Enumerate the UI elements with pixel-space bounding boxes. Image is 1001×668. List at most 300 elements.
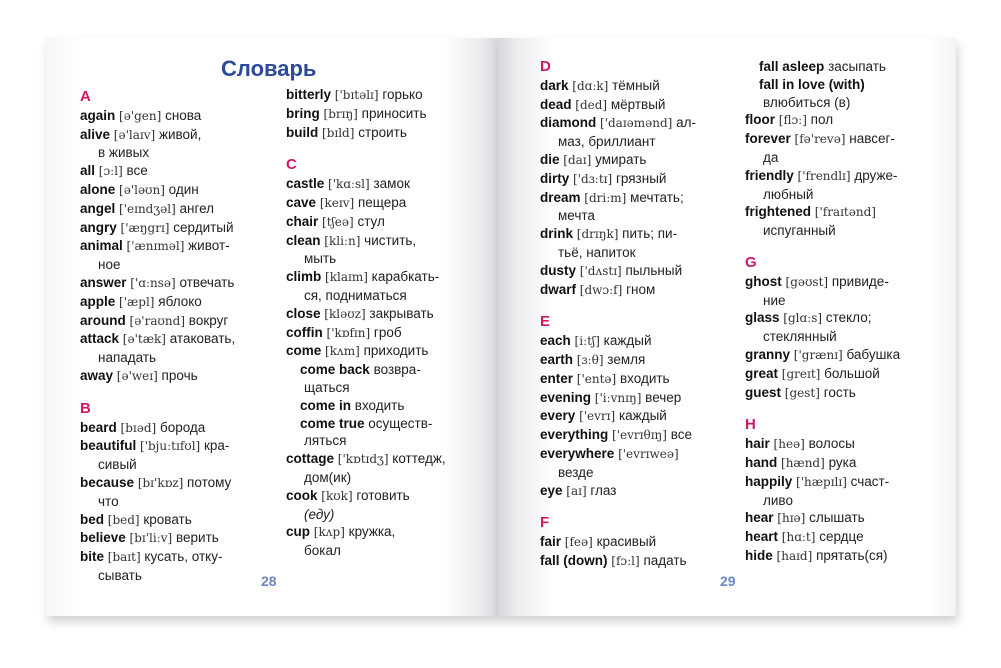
entry-phonetic: [greɪt] xyxy=(781,366,821,381)
entry-phonetic: [kʌp] xyxy=(313,525,345,540)
dictionary-entry xyxy=(80,437,280,456)
dictionary-entry xyxy=(540,445,740,464)
entry-translation: снова xyxy=(165,107,202,123)
entry-phonetic: [kʊk] xyxy=(321,488,353,503)
dictionary-entry xyxy=(286,268,486,287)
entry-continuation: ляться xyxy=(304,433,347,449)
entry-phonetic: ['dɜːtɪ] xyxy=(573,171,613,186)
entry-word: bite xyxy=(80,549,105,565)
entry-phonetic: [drɪŋk] xyxy=(576,227,619,242)
entry-word: cave xyxy=(286,194,317,210)
entry-translation: живой, xyxy=(158,126,202,142)
entry-phonetic: [fə'revə] xyxy=(794,132,846,147)
entry-word: ghost xyxy=(745,273,782,289)
entry-word: dream xyxy=(540,189,581,205)
dictionary-entry xyxy=(745,309,950,328)
entry-translation: закрывать xyxy=(369,305,434,321)
dictionary-entry xyxy=(286,342,486,361)
entry-word: cottage xyxy=(286,451,335,467)
dictionary-entry xyxy=(80,419,280,438)
entry-word: hand xyxy=(745,454,778,470)
entry-word: all xyxy=(80,163,96,179)
entry-phonetic: [flɔː] xyxy=(778,113,807,128)
dictionary-column-1 xyxy=(80,88,280,585)
entry-translation: прочь xyxy=(161,367,198,383)
entry-phonetic: [klaɪm] xyxy=(325,270,368,285)
entry-phonetic: [gəʊst] xyxy=(785,274,829,289)
letter-heading: G xyxy=(745,253,757,271)
entry-phonetic: [kləʊz] xyxy=(324,306,366,321)
dictionary-entry xyxy=(286,124,486,143)
dictionary-entry xyxy=(540,189,740,208)
dictionary-entry xyxy=(745,111,950,130)
entry-translation: стул xyxy=(357,213,385,229)
entry-translation: строить xyxy=(358,124,407,140)
entry-word: happily xyxy=(745,473,793,489)
entry-word: because xyxy=(80,474,135,490)
entry-translation: чистить, xyxy=(364,232,417,248)
entry-phonetic: ['fraɪtənd] xyxy=(814,205,876,220)
entry-translation: слышать xyxy=(809,510,865,526)
entry-translation: умирать xyxy=(595,151,647,167)
entry-phonetic: [kliːn] xyxy=(324,233,361,248)
dictionary-entry xyxy=(286,324,486,343)
entry-phonetic: ['daɪəmənd] xyxy=(600,116,673,131)
entry-word: hear xyxy=(745,510,774,526)
dictionary-entry xyxy=(540,426,740,445)
page-number-left: 28 xyxy=(261,573,277,589)
entry-translation: пол xyxy=(810,112,834,128)
entry-continuation: бокал xyxy=(304,543,341,559)
entry-phonetic: [ɔːl] xyxy=(98,164,123,179)
entry-translation: засыпать xyxy=(828,59,886,74)
entry-word: castle xyxy=(286,176,325,192)
entry-translation: сердитый xyxy=(173,219,234,235)
entry-continuation: ливо xyxy=(763,492,793,508)
entry-word: bed xyxy=(80,511,105,527)
dictionary-entry xyxy=(540,332,740,351)
entry-word: great xyxy=(745,365,779,381)
entry-phonetic: ['grænɪ] xyxy=(793,347,843,362)
entry-translation: все xyxy=(126,163,148,179)
entry-word: every xyxy=(540,408,576,424)
section-gap xyxy=(745,240,950,254)
entry-translation: гном xyxy=(626,281,656,297)
dictionary-entry xyxy=(745,509,950,528)
entry-translation: атаковать, xyxy=(169,331,236,347)
dictionary-entry xyxy=(286,194,486,213)
entry-translation: земля xyxy=(607,351,646,367)
entry-translation: все xyxy=(670,427,693,443)
entry-translation: бабушка xyxy=(846,346,901,362)
entry-translation: отвечать xyxy=(179,274,235,290)
entry-word: everywhere xyxy=(540,445,615,461)
entry-continuation: везде xyxy=(558,464,594,480)
dictionary-entry xyxy=(286,305,486,324)
entry-word: each xyxy=(540,333,571,349)
entry-translation: сердце xyxy=(819,529,864,545)
entry-word: enter xyxy=(540,370,574,386)
entry-word: come in xyxy=(300,397,352,413)
dictionary-entry xyxy=(540,77,740,96)
entry-translation: рука xyxy=(828,454,857,470)
entry-translation: входить xyxy=(619,370,670,386)
letter-heading: B xyxy=(80,399,91,417)
dictionary-entry xyxy=(540,482,740,501)
entry-word: dwarf xyxy=(540,281,577,297)
entry-phonetic: [haɪd] xyxy=(776,548,813,563)
dictionary-entry xyxy=(540,370,740,389)
dictionary-entry xyxy=(745,473,950,492)
entry-continuation: да xyxy=(763,149,779,165)
dictionary-entry xyxy=(286,232,486,251)
entry-translation: осуществ- xyxy=(368,415,433,431)
dictionary-entry xyxy=(80,330,280,349)
entry-continuation: мечта xyxy=(558,208,595,224)
entry-translation: кусать, отку- xyxy=(144,549,223,565)
entry-word: fall asleep xyxy=(759,59,825,74)
entry-phonetic: [hænd] xyxy=(781,455,825,470)
entry-continuation: маз, бриллиант xyxy=(558,134,656,150)
dictionary-entry xyxy=(745,547,950,566)
entry-translation: горько xyxy=(382,87,423,102)
entry-word: apple xyxy=(80,293,116,309)
entry-translation: гроб xyxy=(373,324,402,340)
entry-translation: входить xyxy=(354,397,405,413)
entry-phonetic: ['æpl] xyxy=(119,294,155,309)
entry-translation: пить; пи- xyxy=(622,226,678,242)
entry-phonetic: [feə] xyxy=(564,535,593,550)
entry-word: animal xyxy=(80,238,123,254)
entry-phonetic: ['eɪndʒəl] xyxy=(119,201,176,216)
entry-word: come back xyxy=(300,362,370,378)
entry-translation: кровать xyxy=(143,511,192,527)
entry-word: fall in love (with) xyxy=(759,76,865,92)
entry-word: dirty xyxy=(540,170,570,186)
entry-translation: готовить xyxy=(356,487,410,503)
dictionary-entry xyxy=(80,237,280,256)
entry-word: clean xyxy=(286,232,321,248)
dictionary-entry xyxy=(80,162,280,181)
entry-word: cup xyxy=(286,524,311,540)
entry-word: guest xyxy=(745,384,782,400)
entry-phonetic: [gest] xyxy=(784,385,820,400)
dictionary-subentry xyxy=(286,415,486,433)
entry-word: hair xyxy=(745,436,770,452)
entry-translation: ангел xyxy=(179,200,215,216)
entry-phonetic: [fɔːl] xyxy=(611,553,640,568)
entry-word: forever xyxy=(745,131,791,147)
entry-translation: вечер xyxy=(645,389,682,405)
page-title: Словарь xyxy=(221,56,317,81)
entry-phonetic: [dwɔːf] xyxy=(579,282,623,297)
entry-word: close xyxy=(286,305,321,321)
entry-phonetic: ['bɪtəlɪ] xyxy=(334,88,379,102)
dictionary-subentry xyxy=(745,58,950,76)
dictionary-entry xyxy=(80,293,280,312)
section-gap xyxy=(286,142,486,156)
entry-continuation: тьё, напиток xyxy=(558,244,636,260)
entry-translation: яблоко xyxy=(158,293,202,309)
entry-translation: каждый xyxy=(618,408,667,424)
entry-phonetic: [ə'gen] xyxy=(119,108,162,123)
entry-phonetic: ['kɒtɪdʒ] xyxy=(337,452,389,467)
section-gap xyxy=(540,500,740,514)
entry-word: everything xyxy=(540,427,609,443)
entry-phonetic: ['iːvnɪŋ] xyxy=(594,390,642,405)
entry-word: cook xyxy=(286,487,318,503)
entry-translation: мечтать; xyxy=(630,189,684,205)
entry-translation: мёртвый xyxy=(610,96,666,112)
entry-phonetic: ['evrɪθɪŋ] xyxy=(612,428,667,443)
letter-heading: H xyxy=(745,416,756,434)
entry-translation: навсег- xyxy=(849,131,895,147)
dictionary-entry xyxy=(745,365,950,384)
entry-translation: верить xyxy=(176,530,219,546)
entry-translation: замок xyxy=(373,176,410,192)
entry-phonetic: [baɪt] xyxy=(107,550,141,565)
entry-word: fair xyxy=(540,534,562,550)
entry-word: attack xyxy=(80,331,120,347)
entry-phonetic: [brɪŋ] xyxy=(323,106,358,121)
entry-translation: тёмный xyxy=(612,77,660,93)
entry-word: diamond xyxy=(540,115,597,131)
entry-word: bring xyxy=(286,105,320,121)
entry-translation: приходить xyxy=(363,343,429,359)
dictionary-entry xyxy=(745,435,950,454)
entry-phonetic: ['frendlɪ] xyxy=(797,168,851,183)
entry-phonetic: ['evrɪweə] xyxy=(618,446,679,461)
dictionary-entry xyxy=(540,552,740,571)
entry-phonetic: [bed] xyxy=(107,512,140,527)
entry-translation: ал- xyxy=(676,115,696,131)
entry-phonetic: [hɪə] xyxy=(777,511,806,526)
entry-word: around xyxy=(80,312,126,328)
entry-translation: пыльный xyxy=(625,262,683,278)
entry-phonetic: [kʌm] xyxy=(325,344,360,359)
entry-translation: грязный xyxy=(615,170,667,186)
dictionary-entry xyxy=(745,130,950,149)
entry-word: die xyxy=(540,151,560,167)
entry-continuation: ся, подниматься xyxy=(304,287,407,303)
section-gap xyxy=(745,402,950,416)
dictionary-entry xyxy=(540,262,740,281)
entry-word: again xyxy=(80,107,116,123)
entry-translation: падать xyxy=(643,552,687,568)
dictionary-entry xyxy=(540,96,740,115)
entry-phonetic: ['entə] xyxy=(576,371,617,386)
dictionary-column-2 xyxy=(286,86,486,560)
entry-word: evening xyxy=(540,389,592,405)
dictionary-entry xyxy=(540,389,740,408)
dictionary-entry xyxy=(745,203,950,222)
entry-phonetic: [driːm] xyxy=(584,190,627,205)
entry-continuation: ние xyxy=(763,292,786,308)
entry-continuation: сывать xyxy=(98,567,142,583)
dictionary-entry xyxy=(540,114,740,133)
entry-phonetic: [heə] xyxy=(773,437,805,452)
section-gap xyxy=(540,299,740,313)
entry-word: granny xyxy=(745,346,791,362)
entry-word: fall (down) xyxy=(540,552,608,568)
entry-translation: красивый xyxy=(596,534,657,550)
entry-word: build xyxy=(286,124,319,140)
dictionary-entry xyxy=(80,529,280,548)
entry-continuation: дом(ик) xyxy=(304,469,352,485)
entry-word: angry xyxy=(80,219,117,235)
dictionary-entry xyxy=(745,528,950,547)
dictionary-entry xyxy=(540,281,740,300)
entry-word: eye xyxy=(540,482,563,498)
page-number-right: 29 xyxy=(720,573,736,589)
letter-heading: A xyxy=(80,88,91,105)
entry-word: answer xyxy=(80,274,127,290)
dictionary-entry xyxy=(286,213,486,232)
entry-phonetic: [keɪv] xyxy=(319,195,355,210)
entry-word: dead xyxy=(540,96,572,112)
dictionary-entry xyxy=(286,105,486,124)
entry-phonetic: ['kɑːsl] xyxy=(328,177,370,192)
entry-translation: прятать(ся) xyxy=(816,547,888,563)
entry-phonetic: [glɑːs] xyxy=(783,311,823,326)
entry-continuation: влюбиться (в) xyxy=(763,94,851,110)
entry-word: coffin xyxy=(286,324,323,340)
dictionary-entry xyxy=(745,454,950,473)
entry-phonetic: ['dʌstɪ] xyxy=(579,263,622,278)
dictionary-entry xyxy=(540,170,740,189)
entry-phonetic: ['evrɪ] xyxy=(579,409,616,424)
entry-phonetic: ['kɒfɪn] xyxy=(326,325,371,340)
letter-heading: D xyxy=(540,58,551,75)
entry-phonetic: [ə'tæk] xyxy=(122,332,166,347)
entry-phonetic: [ə'ləʊn] xyxy=(119,182,165,197)
section-gap xyxy=(80,386,280,400)
dictionary-entry xyxy=(80,367,280,386)
entry-word: believe xyxy=(80,530,126,546)
entry-phonetic: ['hæpɪlɪ] xyxy=(796,474,847,489)
entry-translation: кружка, xyxy=(348,524,396,540)
entry-phonetic: [tʃeə] xyxy=(322,214,354,229)
entry-translation: коттедж, xyxy=(392,451,446,467)
entry-phonetic: [dɑːk] xyxy=(572,78,609,93)
entry-continuation: стеклянный xyxy=(763,329,837,345)
entry-word: hide xyxy=(745,547,773,563)
entry-translation: друже- xyxy=(854,167,898,183)
entry-translation: привиде- xyxy=(831,273,889,289)
dictionary-entry xyxy=(80,511,280,530)
entry-translation: пещера xyxy=(357,194,407,210)
entry-translation: вокруг xyxy=(188,312,229,328)
dictionary-entry xyxy=(80,312,280,331)
dictionary-entry xyxy=(80,274,280,293)
entry-translation: кра- xyxy=(204,438,230,454)
letter-heading: F xyxy=(540,514,550,532)
entry-word: angel xyxy=(80,200,116,216)
entry-translation: большой xyxy=(824,365,880,381)
entry-phonetic: [ɜːθ] xyxy=(576,352,604,367)
dictionary-entry xyxy=(286,450,486,469)
entry-phonetic: [aɪ] xyxy=(566,483,587,498)
entry-continuation: любный xyxy=(763,186,814,202)
entry-translation: приносить xyxy=(361,105,427,121)
dictionary-entry xyxy=(540,225,740,244)
dictionary-entry xyxy=(80,181,280,200)
dictionary-entry xyxy=(80,200,280,219)
dictionary-entry xyxy=(80,548,280,567)
entry-phonetic: [bɪ'kɒz] xyxy=(137,475,184,490)
entry-translation: борода xyxy=(159,419,206,435)
entry-translation: возвра- xyxy=(373,362,421,378)
entry-phonetic: [bɪld] xyxy=(322,125,355,140)
entry-continuation: щаться xyxy=(304,379,350,395)
entry-phonetic: [ə'laɪv] xyxy=(113,127,156,142)
entry-word: come true xyxy=(300,415,365,431)
entry-translation: один xyxy=(168,181,199,197)
entry-translation: стекло; xyxy=(825,310,872,326)
dictionary-entry xyxy=(80,107,280,126)
entry-phonetic: ['ænɪməl] xyxy=(126,239,185,254)
dictionary-column-3 xyxy=(540,58,740,571)
dictionary-entry xyxy=(745,273,950,292)
entry-word: beard xyxy=(80,419,117,435)
entry-word: heart xyxy=(745,529,779,545)
entry-word: glass xyxy=(745,310,780,326)
entry-continuation: в живых xyxy=(98,145,150,161)
entry-translation: глаз xyxy=(590,482,617,498)
dictionary-entry xyxy=(80,219,280,238)
entry-translation: гость xyxy=(823,384,856,400)
dictionary-entry xyxy=(286,86,486,105)
dictionary-entry xyxy=(745,346,950,365)
entry-word: bitterly xyxy=(286,87,332,102)
entry-word: dusty xyxy=(540,262,577,278)
entry-translation: счаст- xyxy=(850,473,890,489)
dictionary-entry xyxy=(540,533,740,552)
dictionary-entry xyxy=(286,175,486,194)
dictionary-entry xyxy=(540,351,740,370)
entry-translation: потому xyxy=(187,474,232,490)
entry-continuation: нападать xyxy=(98,350,157,366)
entry-word: chair xyxy=(286,213,319,229)
entry-phonetic: [ded] xyxy=(575,97,608,112)
entry-word: climb xyxy=(286,269,322,285)
entry-phonetic: ['æŋgrɪ] xyxy=(120,220,170,235)
entry-word: frightened xyxy=(745,204,811,220)
entry-phonetic: [bɪəd] xyxy=(120,420,157,435)
entry-word: away xyxy=(80,367,114,383)
letter-heading: C xyxy=(286,156,297,174)
dictionary-entry xyxy=(80,474,280,493)
dictionary-column-4 xyxy=(745,58,950,566)
entry-translation: живот- xyxy=(188,238,230,254)
entry-translation: каждый xyxy=(603,333,652,349)
entry-continuation: сивый xyxy=(98,457,137,473)
entry-phonetic: [ə'raʊnd] xyxy=(129,313,186,328)
entry-phonetic: [daɪ] xyxy=(563,152,592,167)
dictionary-entry xyxy=(286,487,486,506)
entry-phonetic: [iːtʃ] xyxy=(574,334,600,349)
dictionary-entry xyxy=(80,126,280,145)
entry-translation: карабкать- xyxy=(371,269,440,285)
entry-word: floor xyxy=(745,112,775,128)
entry-phonetic: [hɑːt] xyxy=(781,530,816,545)
entry-word: beautiful xyxy=(80,438,137,454)
entry-continuation: ное xyxy=(98,257,121,273)
entry-word: drink xyxy=(540,226,574,242)
dictionary-entry xyxy=(540,407,740,426)
dictionary-entry xyxy=(540,151,740,170)
dictionary-entry xyxy=(286,523,486,542)
